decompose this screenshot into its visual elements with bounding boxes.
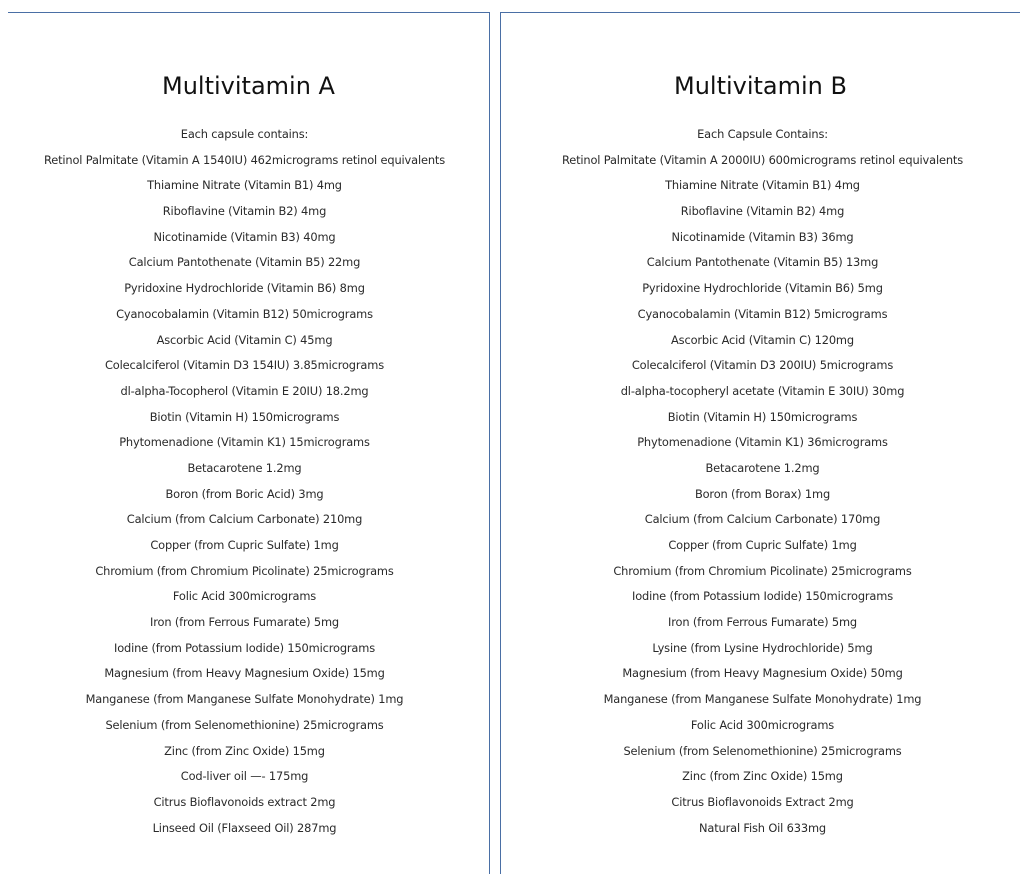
ingredient-line: Manganese (from Manganese Sulfate Monohydrate) 1mg (85, 692, 404, 707)
ingredient-line: Cod-liver oil —- 175mg (180, 769, 309, 784)
ingredient-line: Betacarotene 1.2mg (705, 460, 820, 475)
ingredient-line: Cyanocobalamin (Vitamin B12) 5micrograms (637, 306, 888, 321)
ingredient-line: Ascorbic Acid (Vitamin C) 45mg (156, 332, 333, 347)
ingredient-line: Linseed Oil (Flaxseed Oil) 287mg (152, 820, 337, 835)
ingredient-line: Zinc (from Zinc Oxide) 15mg (682, 769, 843, 784)
ingredient-line: Copper (from Cupric Sulfate) 1mg (150, 538, 339, 552)
ingredient-line: Phytomenadione (Vitamin K1) 36micrograms (637, 435, 888, 450)
ingredient-line: Iodine (from Potassium Iodide) 150micrograms (631, 589, 893, 604)
ingredient-intro-text: Each Capsule Contains: (697, 127, 828, 141)
multivitamin-a-title: Multivitamin A (162, 72, 335, 100)
ingredient-line: Nicotinamide (Vitamin B3) 36mg (671, 229, 854, 244)
ingredient-line: Folic Acid 300micrograms (172, 589, 317, 604)
ingredient-line: Iodine (from Potassium Iodide) 150micrograms (113, 640, 375, 655)
ingredient-line: Chromium (from Chromium Picolinate) 25micrograms (95, 563, 394, 578)
ingredient-line: Lysine (from Lysine Hydrochloride) 5mg (652, 640, 873, 655)
ingredient-line: Ascorbic Acid (Vitamin C) 120mg (671, 332, 854, 347)
ingredient-line: Boron (from Borax) 1mg (694, 486, 831, 501)
multivitamin-b-panel (500, 12, 1020, 874)
ingredient-line: Manganese (from Manganese Sulfate Monohydrate) 1mg (603, 692, 922, 707)
multivitamin-b-ingredient-list (505, 122, 1020, 841)
ingredient-line: Citrus Bioflavonoids extract 2mg (153, 794, 336, 809)
ingredient-intro-text: Each capsule contains: (180, 127, 309, 141)
ingredient-line: Selenium (from Selenomethionine) 25micrograms (623, 743, 902, 758)
ingredient-line: Nicotinamide (Vitamin B3) 40mg (153, 229, 336, 244)
ingredient-line: Phytomenadione (Vitamin K1) 15micrograms (119, 435, 370, 450)
ingredient-line: Magnesium (from Heavy Magnesium Oxide) 15mg (104, 666, 385, 681)
ingredient-line: Folic Acid 300micrograms (690, 717, 835, 732)
ingredient-line: Thiamine Nitrate (Vitamin B1) 4mg (665, 178, 860, 193)
ingredient-line: dl-alpha-tocopheryl acetate (Vitamin E 30IU) 30mg (620, 383, 905, 398)
ingredient-line: Betacarotene 1.2mg (187, 460, 302, 475)
ingredient-line: Calcium (from Calcium Carbonate) 170mg (644, 512, 881, 527)
ingredient-line: Calcium (from Calcium Carbonate) 210mg (126, 512, 363, 527)
ingredient-line: Calcium Pantothenate (Vitamin B5) 22mg (128, 255, 361, 270)
ingredient-line: Retinol Palmitate (Vitamin A 2000IU) 600micrograms retinol equivalents (561, 152, 964, 167)
ingredient-line: Iron (from Ferrous Fumarate) 5mg (668, 615, 857, 630)
multivitamin-a-panel (8, 12, 490, 874)
ingredient-line: Copper (from Cupric Sulfate) 1mg (668, 538, 857, 552)
multivitamin-b-title: Multivitamin B (673, 72, 847, 100)
ingredient-line: Cyanocobalamin (Vitamin B12) 50micrograms (116, 306, 373, 321)
ingredient-line: Iron (from Ferrous Fumarate) 5mg (150, 615, 339, 630)
ingredient-line: Selenium (from Selenomethionine) 25micrograms (105, 717, 384, 732)
ingredient-line: Retinol Palmitate (Vitamin A 1540IU) 462micrograms retinol equivalents (43, 152, 446, 167)
ingredient-line: Zinc (from Zinc Oxide) 15mg (164, 743, 325, 758)
ingredient-line: Boron (from Boric Acid) 3mg (165, 486, 324, 501)
ingredient-line: Riboflavine (Vitamin B2) 4mg (680, 204, 845, 219)
ingredient-line: Calcium Pantothenate (Vitamin B5) 13mg (646, 255, 879, 270)
ingredient-line: Thiamine Nitrate (Vitamin B1) 4mg (147, 178, 342, 193)
ingredient-line: Biotin (Vitamin H) 150micrograms (149, 409, 340, 424)
multivitamin-a-ingredient-list (0, 122, 489, 841)
ingredient-line: Magnesium (from Heavy Magnesium Oxide) 50mg (622, 666, 903, 681)
ingredient-line: dl-alpha-Tocopherol (Vitamin E 20IU) 18.2mg (120, 383, 369, 398)
ingredient-line: Chromium (from Chromium Picolinate) 25micrograms (613, 563, 912, 578)
ingredient-line: Biotin (Vitamin H) 150micrograms (667, 409, 858, 424)
ingredient-line: Pyridoxine Hydrochloride (Vitamin B6) 8mg (124, 281, 365, 296)
ingredient-line: Colecalciferol (Vitamin D3 154IU) 3.85micrograms (105, 358, 384, 373)
ingredient-line: Natural Fish Oil 633mg (699, 820, 826, 835)
ingredient-line: Pyridoxine Hydrochloride (Vitamin B6) 5mg (642, 281, 883, 296)
ingredient-line: Citrus Bioflavonoids Extract 2mg (671, 794, 854, 809)
ingredient-line: Riboflavine (Vitamin B2) 4mg (162, 204, 327, 219)
ingredient-line: Colecalciferol (Vitamin D3 200IU) 5micrograms (631, 358, 894, 373)
